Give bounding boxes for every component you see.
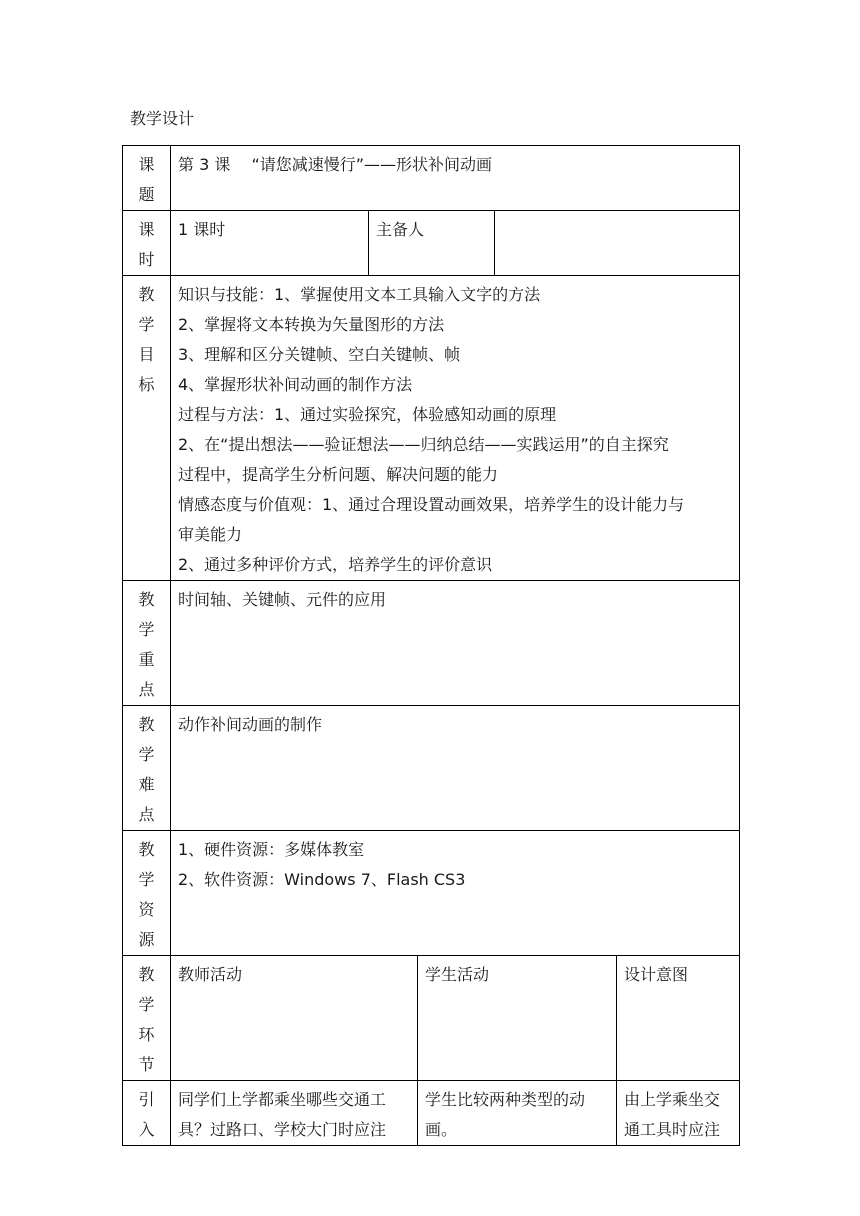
header-design-intent: 设计意图 xyxy=(617,956,740,1081)
label-intro: 引 入 xyxy=(123,1081,171,1146)
row-resources xyxy=(123,831,740,956)
topic-value: 第 3 课 “请您减速慢行”——形状补间动画 xyxy=(171,146,740,211)
intro-student-activity: 学生比较两种类型的动 画。 xyxy=(418,1081,617,1146)
label-key-points: 教 学 重 点 xyxy=(123,581,171,706)
objective-line: 2、掌握将文本转换为矢量图形的方法 xyxy=(178,315,445,334)
resource-line: 1、硬件资源：多媒体教室 xyxy=(178,840,365,859)
key-points-value: 时间轴、关键帧、元件的应用 xyxy=(171,581,740,706)
objective-line: 过程与方法：1、通过实验探究，体验感知动画的原理 xyxy=(178,405,557,424)
objective-line: 4、掌握形状补间动画的制作方法 xyxy=(178,375,413,394)
row-topic xyxy=(123,146,740,211)
objective-line: 3、理解和区分关键帧、空白关键帧、帧 xyxy=(178,345,461,364)
intro-design-intent: 由上学乘坐交 通工具时应注 xyxy=(617,1081,740,1146)
label-resources: 教 学 资 源 xyxy=(123,831,171,956)
label-difficulties: 教 学 难 点 xyxy=(123,706,171,831)
header-teacher-activity: 教师活动 xyxy=(171,956,418,1081)
objective-line: 情感态度与价值观：1、通过合理设置动画效果，培养学生的设计能力与 xyxy=(178,495,685,514)
row-difficulties xyxy=(123,706,740,831)
label-process: 教 学 环 节 xyxy=(123,956,171,1081)
row-period xyxy=(123,211,740,276)
row-intro xyxy=(123,1081,740,1146)
resources-value xyxy=(171,831,740,956)
header-student-activity: 学生活动 xyxy=(418,956,617,1081)
preparer-label: 主备人 xyxy=(369,211,495,276)
period-value: 1 课时 xyxy=(171,211,369,276)
row-key-points xyxy=(123,581,740,706)
objective-line: 过程中，提高学生分析问题、解决问题的能力 xyxy=(178,465,499,484)
label-objectives: 教 学 目 标 xyxy=(123,276,171,581)
preparer-value xyxy=(495,211,740,276)
objective-line: 2、通过多种评价方式，培养学生的评价意识 xyxy=(178,555,493,574)
objective-line: 审美能力 xyxy=(178,525,243,544)
objective-line: 2、在“提出想法——验证想法——归纳总结——实践运用”的自主探究 xyxy=(178,435,669,454)
label-topic: 课 题 xyxy=(123,146,171,211)
objectives-value xyxy=(171,276,740,581)
label-period: 课 时 xyxy=(123,211,171,276)
objective-line: 知识与技能：1、掌握使用文本工具输入文字的方法 xyxy=(178,285,541,304)
row-objectives xyxy=(123,276,740,581)
document-title: 教学设计 xyxy=(130,109,195,128)
lesson-plan-table xyxy=(122,145,740,1146)
difficulties-value: 动作补间动画的制作 xyxy=(171,706,740,831)
intro-teacher-activity: 同学们上学都乘坐哪些交通工 具？过路口、学校大门时应注 xyxy=(171,1081,418,1146)
row-process-header xyxy=(123,956,740,1081)
resource-line: 2、软件资源：Windows 7、Flash CS3 xyxy=(178,870,466,889)
